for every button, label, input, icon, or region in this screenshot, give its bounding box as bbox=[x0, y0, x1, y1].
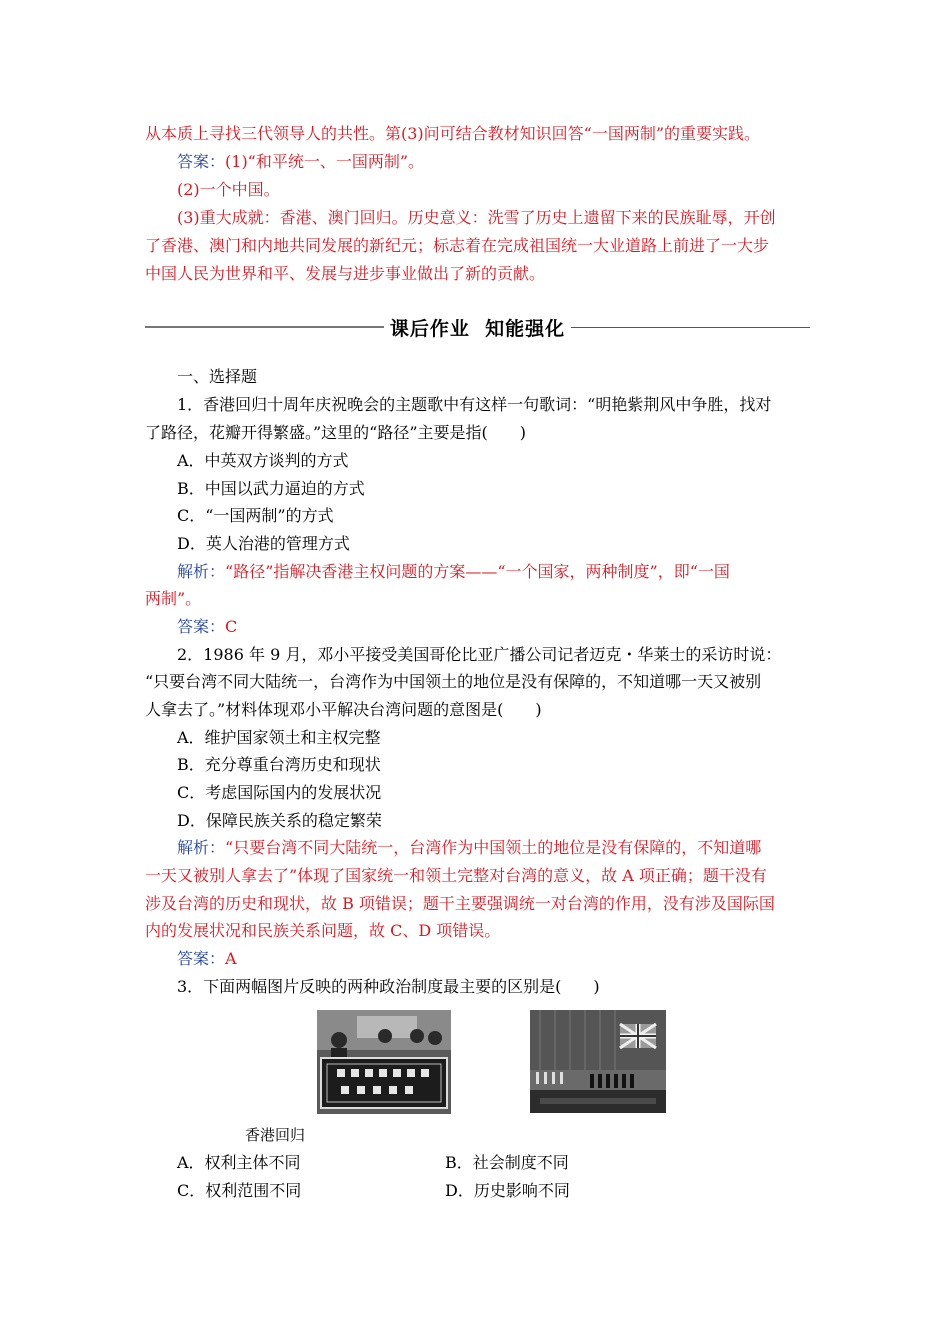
q3-stem: 3．下面两幅图片反映的两种政治制度最主要的区别是( ) bbox=[177, 977, 600, 996]
heading-rule-left bbox=[145, 326, 384, 328]
q3-option-d: D．历史影响不同 bbox=[445, 1181, 570, 1200]
intro-analysis-line: 从本质上寻找三代领导人的共性。第(3)问可结合教材知识回答“一国两制”的重要实践。 bbox=[145, 124, 761, 143]
analysis-label: 解析： bbox=[177, 838, 226, 857]
answer-value: A bbox=[225, 949, 237, 968]
photo-ceremony-image bbox=[317, 1010, 451, 1114]
q2-analysis-line2: 一天又被别人拿去了”体现了国家统一和领土完整对台湾的意义，故 A 项正确；题干没有 bbox=[145, 866, 767, 885]
q2-analysis-line1 bbox=[177, 838, 810, 858]
photo-caption: 香港回归 bbox=[245, 1126, 306, 1144]
q2-stem-line3: 人拿去了。”材料体现邓小平解决台湾问题的意图是( ) bbox=[145, 700, 542, 719]
intro-answer-3-line2: 了香港、澳门和内地共同发展的新纪元；标志着在完成祖国统一大业道路上前进了一大步 bbox=[145, 236, 770, 255]
intro-answer-2: (2)一个中国。 bbox=[177, 180, 280, 199]
q1-option-d: D．英人治港的管理方式 bbox=[177, 534, 350, 553]
q2-analysis-line4: 内的发展状况和民族关系问题，故 C、D 项错误。 bbox=[145, 921, 501, 940]
photo-handover-image bbox=[530, 1010, 666, 1113]
intro-answer-3-line1: (3)重大成就：香港、澳门回归。历史意义：洗雪了历史上遗留下来的民族耻辱，开创 bbox=[177, 208, 776, 227]
q2-option-a: A．维护国家领土和主权完整 bbox=[177, 728, 381, 747]
q1-option-a: A．中英双方谈判的方式 bbox=[177, 451, 349, 470]
q2-stem-line1: 2．1986 年 9 月，邓小平接受美国哥伦比亚广播公司记者迈克・华莱士的采访时说： bbox=[177, 645, 782, 664]
q1-stem-line2: 了路径，花瓣开得繁盛。”这里的“路径”主要是指( ) bbox=[145, 423, 527, 442]
q2-option-c: C．考虑国际国内的发展状况 bbox=[177, 783, 382, 802]
answer-text: (1)“和平统一、一国两制”。 bbox=[225, 152, 425, 171]
q2-stem-line2: “只要台湾不同大陆统一，台湾作为中国领土的地位是没有保障的，不知道哪一天又被别 bbox=[145, 672, 762, 691]
intro-answer-1 bbox=[177, 152, 810, 172]
q3-option-c: C．权利范围不同 bbox=[177, 1181, 302, 1200]
q2-option-b: B．充分尊重台湾历史和现状 bbox=[177, 755, 381, 774]
section-heading-text: 课后作业 知能强化 bbox=[389, 317, 566, 340]
analysis-text: “只要台湾不同大陆统一，台湾作为中国领土的地位是没有保障的，不知道哪 bbox=[225, 838, 762, 857]
answer-value: C bbox=[225, 617, 238, 636]
q1-answer bbox=[177, 617, 810, 637]
part-title: 一、选择题 bbox=[177, 367, 258, 386]
q1-option-c: C．“一国两制”的方式 bbox=[177, 506, 334, 525]
section-heading bbox=[145, 312, 810, 342]
q1-stem-line1: 1．香港回归十周年庆祝晚会的主题歌中有这样一句歌词：“明艳紫荆风中争胜，找对 bbox=[177, 395, 772, 414]
analysis-label: 解析： bbox=[177, 562, 226, 581]
q2-analysis-line3: 涉及台湾的历史和现状，故 B 项错误；题干主要强调统一对台湾的作用，没有涉及国际国 bbox=[145, 894, 775, 913]
analysis-text: “路径”指解决香港主权问题的方案——“一个国家，两种制度”，即“一国 bbox=[225, 562, 730, 581]
heading-rule-right bbox=[571, 327, 810, 328]
photo-ceremony bbox=[317, 1010, 451, 1114]
q1-analysis-line2: 两制”。 bbox=[145, 589, 202, 608]
answer-label: 答案： bbox=[177, 949, 226, 968]
q3-option-a: A．权利主体不同 bbox=[177, 1153, 301, 1172]
intro-answer-3-line3: 中国人民为世界和平、发展与进步事业做出了新的贡献。 bbox=[145, 264, 546, 283]
q1-option-b: B．中国以武力逼迫的方式 bbox=[177, 479, 365, 498]
photo-handover bbox=[530, 1010, 666, 1113]
q2-option-d: D．保障民族关系的稳定繁荣 bbox=[177, 811, 382, 830]
answer-label: 答案： bbox=[177, 152, 226, 171]
q3-option-b: B．社会制度不同 bbox=[445, 1153, 569, 1172]
answer-label: 答案： bbox=[177, 617, 226, 636]
q2-answer bbox=[177, 949, 810, 969]
q1-analysis-line1 bbox=[177, 562, 810, 582]
